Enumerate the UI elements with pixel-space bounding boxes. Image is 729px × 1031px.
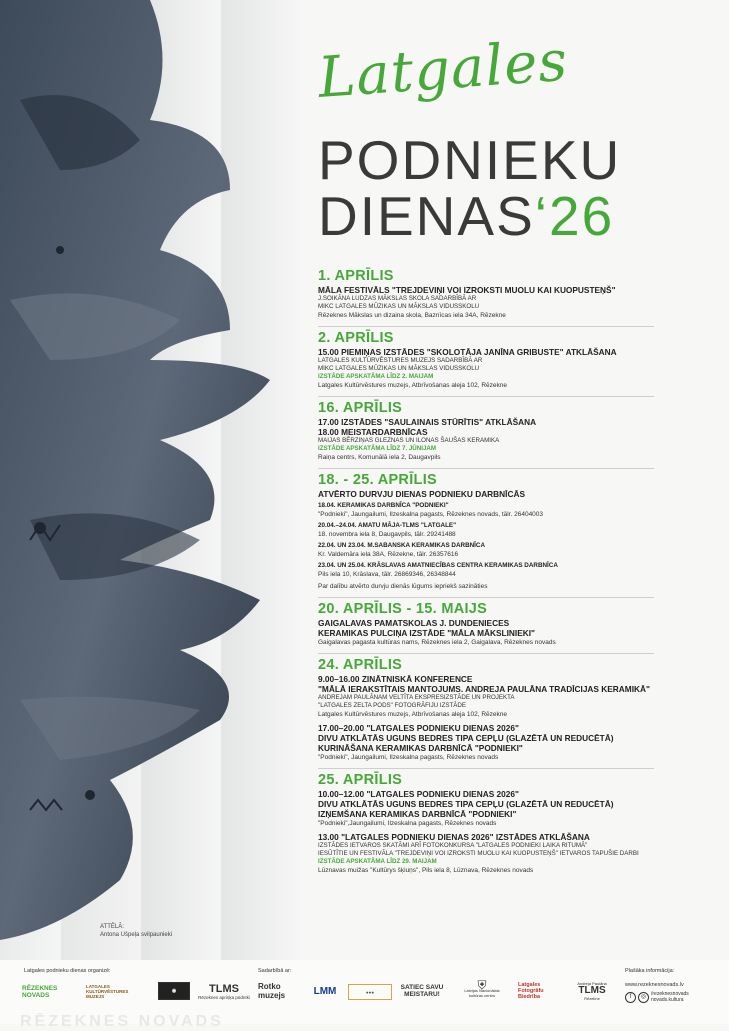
- event-title: GAIGALAVAS PAMATSKOLAS J. DUNDENIECES: [318, 618, 510, 628]
- event-location: Latgales Kultūrvēstures muzejs, Atbrīvošanas aleja 102, Rēzekne: [318, 382, 507, 389]
- clay-figures-photo: [0, 0, 300, 960]
- event-6: [318, 657, 718, 762]
- event-organizer: ANDREJAM PAULĀNAM VELTĪTA EKSPRESIZSTĀDE UN PROJEKTA: [318, 694, 515, 701]
- photo-credit: [100, 923, 172, 939]
- tlms2-top: Andreja Paulāna: [577, 981, 607, 986]
- event-location: "Podnieki", Jaungailumi, Ilzeskalna pagasts, Rēzeknes novads: [318, 754, 499, 761]
- coat-of-arms-icon: ⛨: [477, 977, 487, 992]
- rezeknes-novads-logo[interactable]: [22, 982, 74, 1002]
- event-date: 2. APRĪLIS: [318, 330, 394, 346]
- event-title: IZŅEMŠANA KERAMIKAS DARBNĪCĀ "PODNIEKI": [318, 809, 517, 819]
- event-description: IZSTĀDES IETVAROS SKATĀMI ARĪ FOTOKONKURSA "LATGALES PODNIEKI LAIKA RITUMĀ": [318, 842, 588, 849]
- website-link[interactable]: www.rezeknesnovads.lv: [625, 982, 684, 988]
- rotko-museum-logo[interactable]: [258, 980, 298, 1002]
- contact-info: [625, 982, 701, 1003]
- event-location: Raiņa centrs, Komunālā iela 2, Daugavpils: [318, 454, 441, 461]
- event-location: Rēzeknes Mākslas un dizaina skola, Baznīcas iela 34A, Rēzekne: [318, 312, 506, 319]
- photo-credit-label: ATTĒLĀ:: [100, 924, 124, 930]
- event-organizer: MIKC LATGALES MŪZIKAS UN MĀKSLAS VIDUSSKOLU: [318, 303, 480, 310]
- event-note: IZSTĀDE APSKATĀMA LĪDZ 2. MAIJAM: [318, 373, 434, 380]
- photographers-logo-text: Latgales Fotogrāfu Biedrība: [518, 982, 544, 1000]
- event-title: 17.00 IZSTĀDES "SAULAINAIS STŪRĪTIS" ATKLĀŠANA: [318, 417, 537, 427]
- event-organizer: "LATGALES ZELTA PODS" FOTOGRĀFIJU IZSTĀDE: [318, 702, 466, 709]
- title-year: ‘26: [534, 185, 615, 247]
- lmm-logo[interactable]: [308, 980, 342, 1002]
- social-handle[interactable]: /rezeknesnovads novads.kultura: [651, 991, 689, 1003]
- event-6b: [318, 723, 718, 762]
- photographers-society-logo[interactable]: [518, 978, 562, 1004]
- instagram-icon[interactable]: ◎: [638, 992, 649, 1003]
- event-title: KERAMIKAS PULCIŅA IZSTĀDE "MĀLA MĀKSLINIEKI": [318, 628, 535, 638]
- event-title: ATVĒRTO DURVJU DIENAS PODNIEKU DARBNĪCĀS: [318, 489, 525, 499]
- event-4: [318, 472, 718, 591]
- event-title: 15.00 PIEMIŅAS IZSTĀDES "SKOLOTĀJA JANĪNA GRIBUSTE" ATKLĀŠANA: [318, 347, 617, 357]
- clay-figures-illustration: [0, 0, 300, 960]
- event-7b: [318, 832, 718, 875]
- photo-credit-text: Antona Ušpeļa svilpaunieki: [100, 932, 173, 938]
- event-note: IZSTĀDE APSKATĀMA LĪDZ 29. MAIJAM: [318, 858, 437, 865]
- event-location: Latgales Kultūrvēstures muzejs, Atbrīvošanas aleja 102, Rēzekne: [318, 711, 507, 718]
- watermark: RĒZEKNES NOVADS: [20, 1013, 224, 1030]
- divider: [318, 597, 654, 598]
- workshop-title: 22.04. UN 23.04. M.SABANSKA KERAMIKAS DARBNĪCA: [318, 542, 486, 549]
- event-title: 10.00–12.00 "LATGALES PODNIEKU DIENAS 2026": [318, 789, 519, 799]
- divider: [318, 396, 654, 397]
- event-program: [318, 268, 718, 881]
- museum-logo-text: LATGALES KULTŪRVĒSTURES MUZEJS: [86, 983, 129, 999]
- event-1: [318, 268, 718, 320]
- event-location: Gaigalavas pagasta kultūras nams, Rēzeknes iela 2, Gaigalava, Rēzeknes novads: [318, 639, 556, 646]
- event-title: DIVU ATKLĀTĀS UGUNS BEDRES TIPA CEPĻU (GLAZĒTĀ UN REDUCĒTĀ): [318, 799, 614, 809]
- divider: [318, 326, 654, 327]
- satiec-savu-meistaru-logo[interactable]: [398, 980, 446, 1002]
- event-description: IESŪTĪTIE UN FESTIVĀLA "TREJDEVIŅI VOI IZROKSTI MUOLU KAI KUOPUSTEŅŠ" IETVAROS TAPUŠIE DARBI: [318, 850, 639, 857]
- title-main: [318, 129, 622, 247]
- contact-label: Plašāka informācija:: [625, 968, 675, 974]
- event-date: 16. APRĪLIS: [318, 400, 403, 416]
- event-2: [318, 330, 718, 390]
- event-organizer: MIKC LATGALES MŪZIKAS UN MĀKSLAS VIDUSSKOLU: [318, 365, 480, 372]
- event-date: 24. APRĪLIS: [318, 657, 403, 673]
- event-organizer: MAIJAS BĒRZIŅAS GLEZNAS UN ILONAS ŠAUŠAS KERAMIKA: [318, 437, 500, 444]
- lnkc-logo-text: Latvijas Nacionālais kultūras centrs: [464, 987, 500, 998]
- workshop-title: 20.04.–24.04. AMATU MĀJA-TLMS "LATGALE": [318, 522, 457, 529]
- partner-logo-dark[interactable]: ◉: [158, 982, 190, 1000]
- social-row: [625, 991, 701, 1003]
- event-date: 25. APRĪLIS: [318, 772, 403, 788]
- workshop-location: Pils iela 10, Krāslava, tālr. 26869346, 26348844: [318, 571, 456, 578]
- event-organizer: J.SOIKĀNA LUDZAS MĀKSLAS SKOLA SADARBĪBĀ AR: [318, 295, 477, 302]
- event-note: IZSTĀDE APSKATĀMA LĪDZ 7. JŪNIJAM: [318, 445, 437, 452]
- event-title: 13.00 "LATGALES PODNIEKU DIENAS 2026" IZSTĀDES ATKLĀŠANA: [318, 832, 590, 842]
- lnkc-logo[interactable]: [462, 972, 502, 1008]
- title-line2-wrap: [318, 185, 621, 247]
- title-script: Latgales: [316, 28, 571, 111]
- tlms2-sub: Rēzekne: [584, 996, 600, 1001]
- event-title: 17.00–20.00 "LATGALES PODNIEKU DIENAS 2026": [318, 723, 519, 733]
- divider: [318, 768, 654, 769]
- event-location: "Podnieki",Jaungailumi, Ilzeskalna pagasts, Rēzeknes novads: [318, 820, 497, 827]
- event-location: Lūznavas muižas "Kultūrys šķiuņs", Pils iela 8, Lūznava, Rēzeknes novads: [318, 867, 534, 874]
- partners-label: Sadarbībā ar:: [258, 968, 292, 974]
- title-line2: DIENAS: [318, 185, 535, 247]
- lmm-logo-text: LMM: [313, 985, 337, 997]
- workshop-location: Kr. Valdemāra iela 38A, Rēzekne, tālr. 26357616: [318, 551, 459, 558]
- title-line1: PODNIEKU: [318, 129, 622, 191]
- event-date: 20. APRĪLIS - 15. MAIJS: [318, 601, 488, 617]
- workshop-title: 23.04. UN 25.04. KRĀSLAVAS AMATNIECĪBAS CENTRA KERAMIKAS DARBNĪCA: [318, 562, 558, 569]
- satiec-logo-text: SATIEC SAVU MEISTARU!: [400, 984, 444, 998]
- workshop-location: 18. novembra iela 8, Daugavpils, tālr. 29241488: [318, 531, 456, 538]
- tlms2-logo-text: TLMS: [578, 985, 606, 996]
- tlms-logo-text: TLMS: [209, 982, 239, 995]
- tlms-logo-sub: Rēzeknes apriņķa pūdnīki: [198, 994, 250, 1000]
- partner-logo-yellow[interactable]: ●●●: [348, 984, 392, 1000]
- event-title: 9.00–16.00 ZINĀTNISKĀ KONFERENCE: [318, 674, 473, 684]
- tlms-paulans-logo[interactable]: [566, 978, 618, 1004]
- event-title: MĀLA FESTIVĀLS "TREJDEVIŅI VOI IZROKSTI MUOLU KAI KUOPUSTEŅŠ": [318, 285, 616, 295]
- rotko-logo-text: Rotko muzejs: [258, 982, 286, 1000]
- organizers-label: Latgales podnieku dienas organizē:: [24, 968, 111, 974]
- divider: [318, 468, 654, 469]
- event-5: [318, 601, 718, 647]
- divider: [318, 653, 654, 654]
- event-3: [318, 400, 718, 462]
- rezeknes-novads-logo-text: RĒZEKNES NOVADS: [22, 985, 58, 999]
- event-date: 1. APRĪLIS: [318, 268, 394, 284]
- event-organizer: LATGALES KULTŪRVĒSTURES MUZEJS SADARBĪBĀ AR: [318, 357, 483, 364]
- workshop-title: 18.04. KERAMIKAS DARBNĪCA "PODNIEKI": [318, 502, 449, 509]
- event-title: DIVU ATKLĀTĀS UGUNS BEDRES TIPA CEPĻU (GLAZĒTĀ UN REDUCĒTĀ): [318, 733, 614, 743]
- event-7: [318, 772, 718, 875]
- museum-logo[interactable]: [86, 980, 138, 1002]
- event-title: 18.00 MEISTARDARBNĪCAS: [318, 427, 428, 437]
- tlms-logo[interactable]: [196, 980, 252, 1004]
- event-title: KURINĀŠANA KERAMIKAS DARBNĪCĀ "PODNIEKI": [318, 743, 523, 753]
- event-title: "MĀLĀ IERAKSTĪTAIS MANTOJUMS. ANDREJA PAULĀNA TRADĪCIJAS KERAMIKĀ": [318, 684, 650, 694]
- event-date: 18. - 25. APRĪLIS: [318, 472, 437, 488]
- workshop-location: "Podnieki", Jaungailumi, Ilzeskalna pagasts, Rēzeknes novads, tālr. 26404003: [318, 511, 544, 518]
- event-location: Par dalību atvērto durvju dienās lūgums iepriekš sazināties: [318, 583, 488, 590]
- facebook-icon[interactable]: f: [625, 992, 636, 1003]
